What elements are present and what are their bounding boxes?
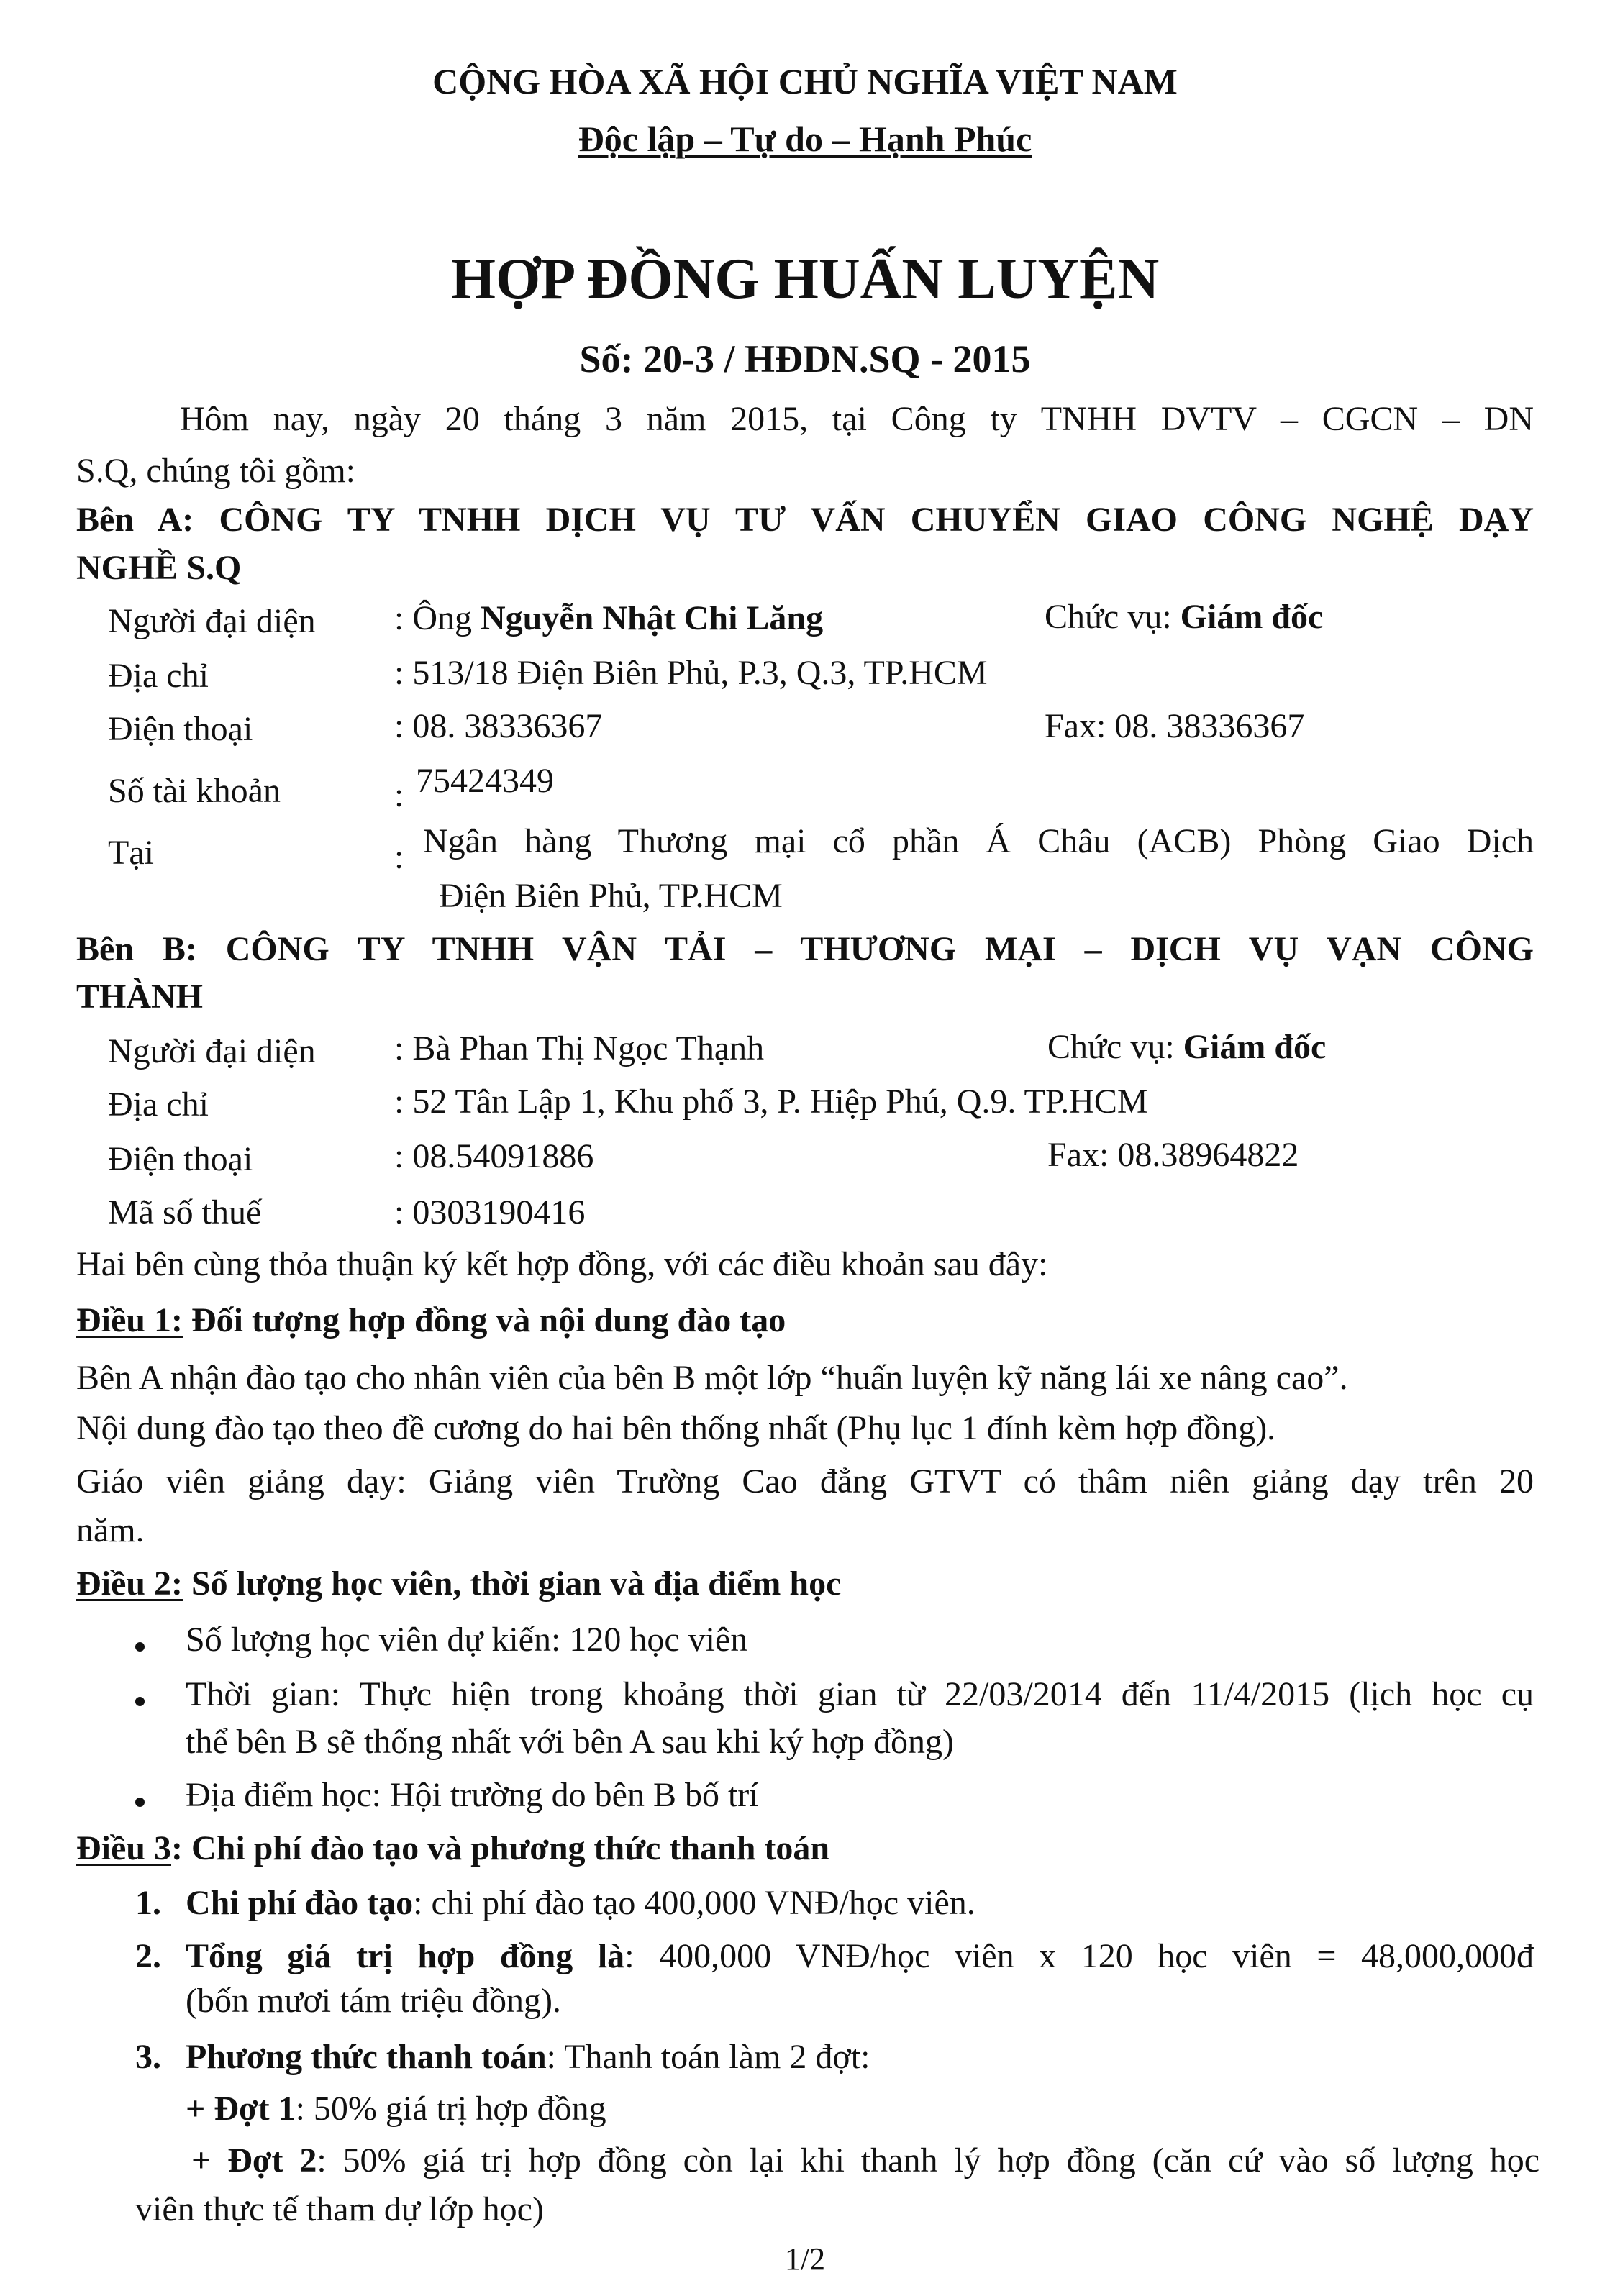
article-3-item-2	[186, 1935, 1534, 1978]
article-2-title: Số lượng học viên, thời gian và địa điểm học	[182, 1564, 842, 1603]
page-title: HỢP ĐỒNG HUẤN LUYỆN	[450, 247, 1160, 311]
article-3-item-2-line-2: (bốn mươi tám triệu đồng).	[186, 1982, 561, 2020]
motto: Độc lập – Tự do – Hạnh Phúc	[578, 119, 1032, 159]
article-1-paragraph-2: Nội dung đào tạo theo đề cương do hai bên thống nhất (Phụ lục 1 đính kèm hợp đồng).	[76, 1409, 1276, 1447]
party-a-heading-2: NGHỀ S.Q	[76, 549, 242, 587]
party-a-rep-label: Người đại diện	[108, 602, 316, 640]
bullet-icon	[135, 1798, 145, 1807]
party-b-rep-value: : Bà Phan Thị Ngọc Thạnh	[394, 1029, 765, 1067]
payment-phase-2	[191, 2139, 1539, 2182]
republic-heading: CỘNG HÒA XÃ HỘI CHỦ NGHĨA VIỆT NAM	[432, 61, 1178, 101]
payment-phase-2-label: + Đợt 2	[191, 2141, 317, 2179]
party-b-address-label: Địa chỉ	[108, 1085, 209, 1124]
intro-line-1: Hôm nay, ngày 20 tháng 3 năm 2015, tại Công ty TNHH DVTV – CGCN – DN	[180, 400, 1534, 438]
party-a-rep-value	[394, 597, 823, 640]
article-3-item-2-text: : 400,000 VNĐ/học viên x 120 học viên = 48,000,000đ	[624, 1937, 1534, 1975]
party-a-position-label: Chức vụ:	[1045, 598, 1181, 636]
article-3-item-3	[186, 2036, 870, 2079]
payment-phase-1	[186, 2087, 606, 2131]
payment-phase-2-text: : 50% giá trị hợp đồng còn lại khi thanh lý hợp đồng (căn cứ vào số lượng học	[317, 2141, 1539, 2179]
party-a-account-label: Số tài khoản	[108, 772, 281, 810]
party-a-fax: Fax: 08. 38336367	[1045, 707, 1305, 745]
article-2-bullet-2-line-2: thể bên B sẽ thống nhất với bên A sau khi ký hợp đồng)	[186, 1723, 954, 1761]
payment-phase-1-text: : 50% giá trị hợp đồng	[295, 2090, 606, 2128]
article-2-bullet-2-line-1: Thời gian: Thực hiện trong khoảng thời gian từ 22/03/2014 đến 11/4/2015 (lịch học cụ	[186, 1675, 1534, 1713]
article-2-bullet-3: Địa điểm học: Hội trường do bên B bố trí	[186, 1776, 759, 1814]
article-3-heading	[76, 1827, 829, 1870]
party-b-position-label: Chức vụ:	[1047, 1028, 1183, 1066]
article-1-title: Đối tượng hợp đồng và nội dung đào tạo	[182, 1301, 786, 1339]
party-b-rep-label: Người đại diện	[108, 1032, 316, 1070]
bullet-icon	[135, 1697, 145, 1706]
party-b-phone-label: Điện thoại	[108, 1140, 253, 1178]
article-3-title: : Chi phí đào tạo và phương thức thanh toán	[171, 1829, 830, 1867]
agreement-text: Hai bên cùng thỏa thuận ký kết hợp đồng, với các điều khoản sau đây:	[76, 1245, 1048, 1283]
party-a-address-label: Địa chỉ	[108, 657, 209, 695]
article-3-item-1	[186, 1882, 975, 1925]
article-3-item-1-label: Chi phí đào tạo	[186, 1884, 414, 1922]
party-b-heading-2: THÀNH	[76, 978, 204, 1016]
article-3-item-3-text: : Thanh toán làm 2 đợt:	[546, 2038, 870, 2076]
article-3-item-1-text: : chi phí đào tạo 400,000 VNĐ/học viên.	[413, 1884, 975, 1922]
article-1-paragraph-3-line-2: năm.	[76, 1511, 145, 1549]
party-a-phone-label: Điện thoại	[108, 710, 253, 748]
payment-phase-1-label: + Đợt 1	[186, 2090, 296, 2128]
party-a-heading-1: Bên A: CÔNG TY TNHH DỊCH VỤ TƯ VẤN CHUYỂN GIAO CÔNG NGHỆ DẠY	[76, 501, 1534, 539]
party-a-bank-label: Tại	[108, 834, 154, 872]
payment-phase-2-line-2: viên thực tế tham dự lớp học)	[135, 2190, 544, 2228]
article-2-bullet-1: Số lượng học viên dự kiến: 120 học viên	[186, 1621, 748, 1659]
party-b-position	[1047, 1026, 1326, 1069]
party-b-fax: Fax: 08.38964822	[1047, 1136, 1299, 1174]
party-b-phone-value: : 08.54091886	[394, 1137, 594, 1175]
party-a-rep-prefix: : Ông	[394, 599, 481, 637]
article-3-item-2-label: Tổng giá trị hợp đồng là	[186, 1937, 625, 1975]
article-3-item-2-number: 2.	[135, 1937, 161, 1975]
party-a-rep-name: Nguyễn Nhật Chi Lăng	[481, 599, 824, 637]
party-a-bank-colon: :	[394, 838, 404, 876]
party-a-account-value: 75424349	[416, 762, 554, 800]
party-a-bank-line-2: Điện Biên Phủ, TP.HCM	[439, 877, 783, 915]
party-b-tax-value: : 0303190416	[394, 1193, 586, 1231]
article-1-paragraph-3-line-1: Giáo viên giảng dạy: Giảng viên Trường Cao đẳng GTVT có thâm niên giảng dạy trên 20	[76, 1462, 1534, 1500]
article-2-label: Điều 2:	[76, 1564, 183, 1603]
article-3-item-3-label: Phương thức thanh toán	[186, 2038, 547, 2076]
article-3-label: Điều 3	[76, 1829, 171, 1867]
party-a-position	[1045, 596, 1323, 639]
party-a-address-value: : 513/18 Điện Biên Phủ, P.3, Q.3, TP.HCM	[394, 654, 988, 692]
intro-line-2: S.Q, chúng tôi gồm:	[76, 452, 356, 490]
contract-number: Số: 20-3 / HĐDN.SQ - 2015	[579, 337, 1031, 381]
party-b-heading-1: Bên B: CÔNG TY TNHH VẬN TẢI – THƯƠNG MẠI – DỊCH VỤ VẠN CÔNG	[76, 930, 1534, 968]
article-1-paragraph-1: Bên A nhận đào tạo cho nhân viên của bên B một lớp “huấn luyện kỹ năng lái xe nâng cao”.	[76, 1359, 1348, 1397]
bullet-icon	[135, 1642, 145, 1652]
article-3-item-3-number: 3.	[135, 2038, 161, 2076]
party-b-position-value: Giám đốc	[1183, 1028, 1327, 1066]
party-b-address-value: : 52 Tân Lập 1, Khu phố 3, P. Hiệp Phú, Q.9. TP.HCM	[394, 1083, 1148, 1121]
party-a-account-colon: :	[394, 776, 404, 814]
article-2-heading	[76, 1562, 841, 1605]
page-number: 1/2	[784, 2241, 826, 2277]
article-1-heading	[76, 1299, 786, 1342]
article-1-label: Điều 1:	[76, 1301, 183, 1339]
party-a-phone-value: : 08. 38336367	[394, 707, 603, 745]
party-b-tax-label: Mã số thuế	[108, 1193, 262, 1231]
party-a-position-value: Giám đốc	[1180, 598, 1324, 636]
article-3-item-1-number: 1.	[135, 1884, 161, 1922]
party-a-bank-line-1: Ngân hàng Thương mại cổ phần Á Châu (ACB) Phòng Giao Dịch	[423, 822, 1534, 860]
